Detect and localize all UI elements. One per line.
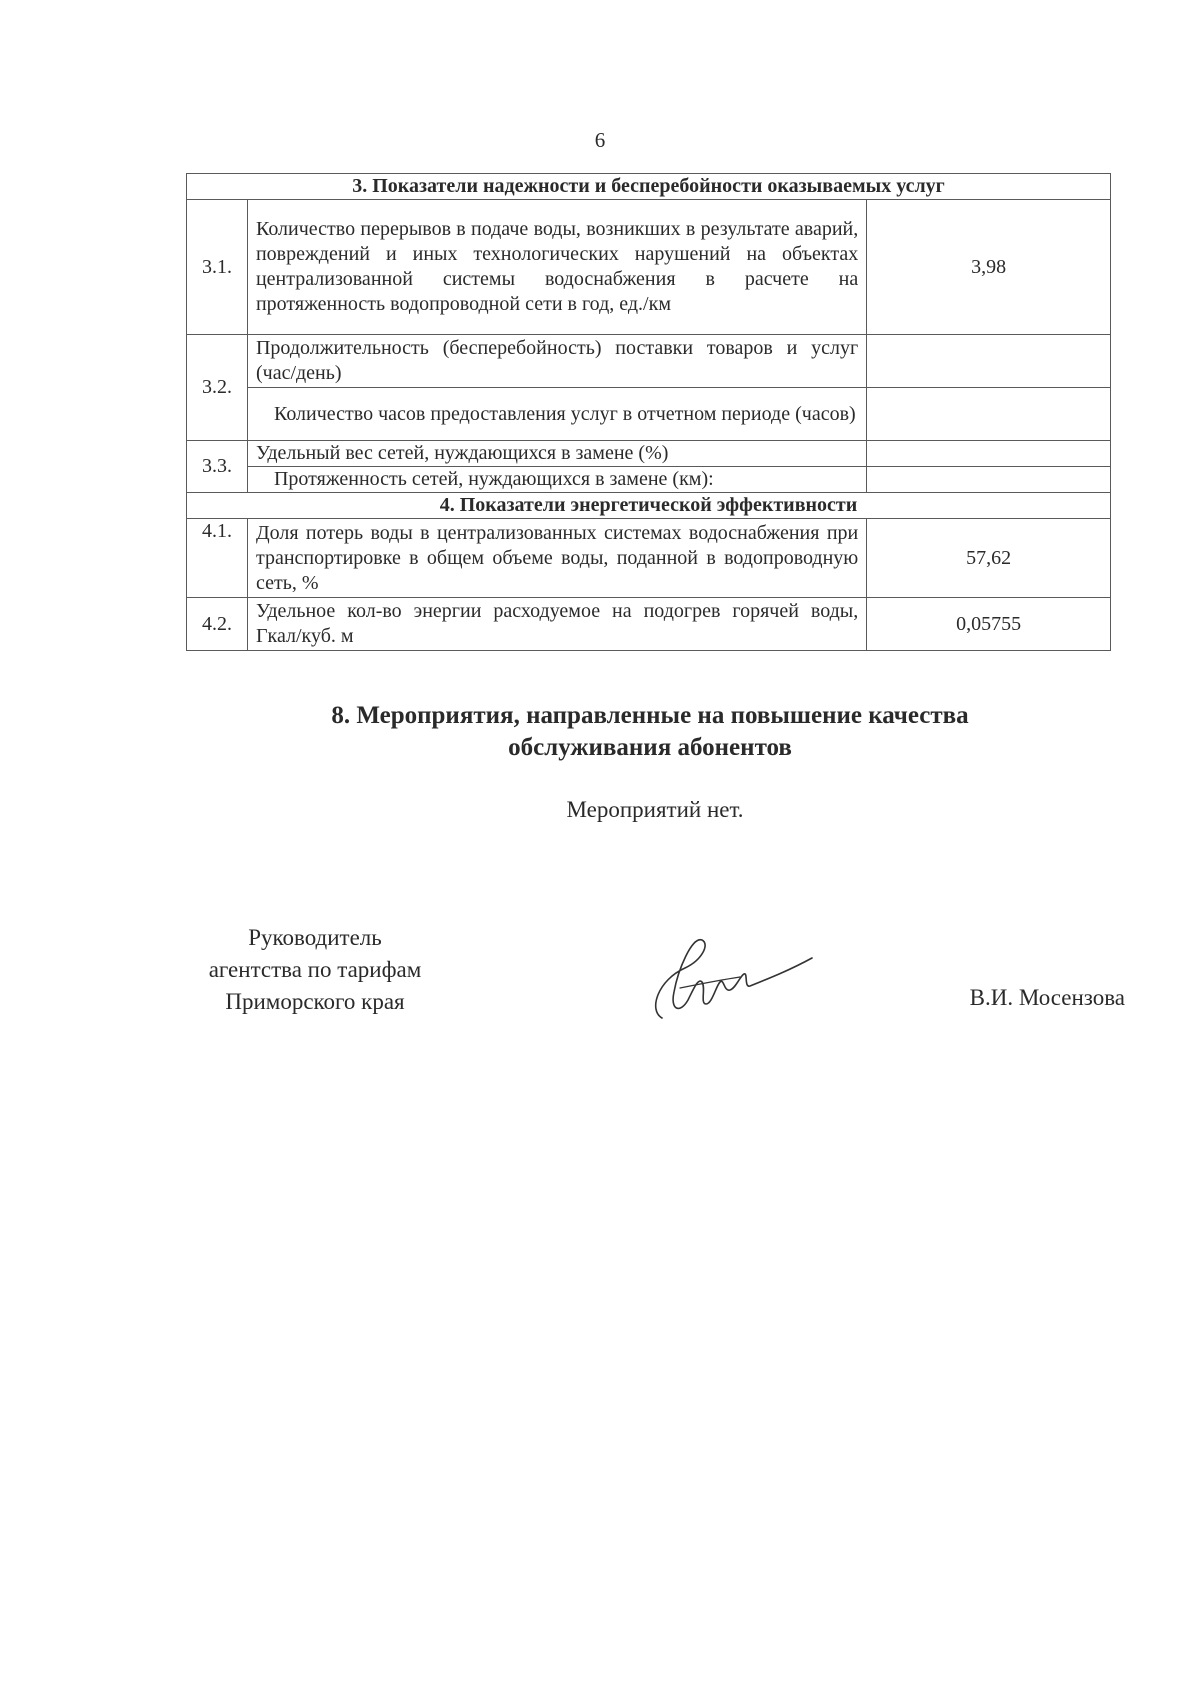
signer-name: В.И. Мосензова	[969, 985, 1125, 1010]
table-row	[187, 467, 1111, 493]
row-value: 57,62	[867, 519, 1111, 598]
row-value: 3,98	[867, 200, 1111, 335]
row-number: 4.1.	[187, 519, 248, 598]
signer-title	[170, 922, 460, 1018]
row-description: Количество перерывов в подаче воды, возникших в результате аварий, повреждений и иных технологических нарушений на объектах централизованной системы водоснабжения в расчете на протяженность водопроводной сети в год, ед./км	[247, 200, 866, 335]
row-description: Удельный вес сетей, нуждающихся в замене (%)	[247, 441, 866, 467]
section-3-header: 3. Показатели надежности и бесперебойности оказываемых услуг	[187, 174, 1111, 200]
table-row	[187, 519, 1111, 598]
table-row	[187, 441, 1111, 467]
handwritten-signature	[640, 930, 820, 1030]
row-value	[867, 441, 1111, 467]
row-value	[867, 467, 1111, 493]
section-8-title-line2: обслуживания абонентов	[508, 734, 792, 761]
row-value: 0,05755	[867, 598, 1111, 651]
row-description: Продолжительность (бесперебойность) поставки товаров и услуг (час/день)	[247, 335, 866, 388]
section-8-title	[200, 700, 1100, 764]
signer-title-line1: Руководитель	[248, 925, 382, 950]
table-row	[187, 200, 1111, 335]
section-4-header-row	[187, 493, 1111, 519]
row-number: 3.2.	[187, 335, 248, 441]
signer-title-line3: Приморского края	[225, 989, 405, 1014]
row-description: Протяженность сетей, нуждающихся в замене (км):	[247, 467, 866, 493]
row-value	[867, 335, 1111, 388]
row-number: 4.2.	[187, 598, 248, 651]
row-value	[867, 388, 1111, 441]
table-row	[187, 598, 1111, 651]
section-8-title-line1: 8. Мероприятия, направленные на повышение качества	[331, 702, 969, 729]
signer-title-line2: агентства по тарифам	[208, 957, 422, 982]
page-number: 6	[594, 128, 606, 152]
indicators-table	[186, 173, 1111, 651]
section-4-header: 4. Показатели энергетической эффективности	[187, 493, 1111, 519]
row-description: Удельное кол-во энергии расходуемое на подогрев горячей воды, Гкал/куб. м	[247, 598, 866, 651]
section-3-header-row	[187, 174, 1111, 200]
measures-text: Мероприятий нет.	[566, 797, 744, 822]
row-number: 3.3.	[187, 441, 248, 493]
row-description: Количество часов предоставления услуг в отчетном периоде (часов)	[247, 388, 866, 441]
table-row	[187, 388, 1111, 441]
row-number: 3.1.	[187, 200, 248, 335]
table-row	[187, 335, 1111, 388]
row-description: Доля потерь воды в централизованных системах водоснабжения при транспортировке в общем объеме воды, поданной в водопроводную сеть, %	[247, 519, 866, 598]
